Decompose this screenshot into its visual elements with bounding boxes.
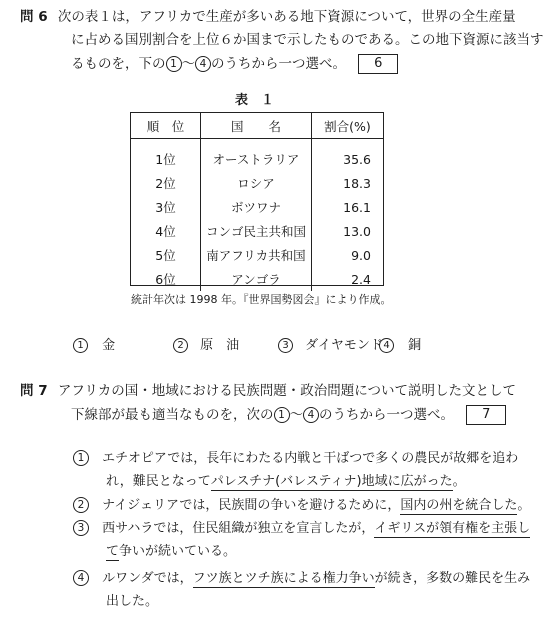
q7-text-2a: 下線部が最も適当なものを，次の: [71, 407, 274, 423]
table-cell-share: 35.6: [343, 151, 371, 167]
table-cell-share: 13.0: [343, 223, 371, 239]
table-cell-country: コンゴ民主共和国: [201, 219, 312, 243]
table-row: [131, 147, 383, 171]
q6-option-3[interactable]: [278, 334, 383, 353]
q6-line-1: [20, 8, 516, 26]
q7-text-1: アフリカの国・地域における民族問題・政治問題について説明した文として: [57, 383, 516, 399]
table-cell-share: 16.1: [343, 199, 371, 215]
choice-text: が続き，多数の難民を生み: [374, 571, 531, 586]
table-cell-rank: 1位: [131, 147, 201, 171]
table-header-country: 国 名: [201, 113, 312, 139]
q7-line-2: [71, 405, 506, 425]
underlined-text: パレスチナ(バレスティナ)地域に広がった: [210, 474, 453, 489]
underlined-text: 国内の州を統合した: [400, 498, 518, 513]
q7-choice-1-line-2: [106, 473, 466, 491]
circle-num-2: 2: [73, 497, 89, 513]
table-cell-country: ボツワナ: [201, 195, 312, 219]
table-header-share: 割合(%): [312, 113, 384, 139]
q6-option-4[interactable]: [379, 334, 421, 353]
circle-num-1: 1: [73, 450, 89, 466]
q7-number: 問 7: [20, 383, 48, 399]
choice-text: 。: [517, 498, 531, 513]
table-cell-rank: 4位: [131, 219, 201, 243]
circle-num-1: 1: [73, 338, 88, 353]
table-header-row: [131, 113, 383, 139]
choice-text: エチオピアでは，長年にわたる内戦と干ばつで多くの農民が故郷を追わ: [102, 451, 519, 466]
tilde: ～: [181, 56, 195, 72]
q7-choice-3-line-2: [106, 543, 236, 561]
q6-line-3: [71, 54, 398, 74]
option-text: 原 油: [200, 338, 240, 353]
table-cell-country: 南アフリカ共和国: [201, 243, 312, 267]
q7-answer-box[interactable]: 7: [466, 405, 506, 425]
q6-text-1: 次の表１は，アフリカで生産が多いある地下資源について，世界の全生産量: [57, 9, 516, 25]
table-row: [131, 267, 383, 291]
circle-num-4: 4: [73, 570, 89, 586]
table-row: [131, 243, 383, 267]
underlined-text: イギリスが領有権を主張し: [374, 521, 531, 536]
table-header-rank: 順 位: [131, 113, 201, 139]
q6-line-2: に占める国別割合を上位６か国まで示したものである。この地下資源に該当す: [71, 32, 544, 48]
option-text: 金: [102, 338, 116, 353]
q7-choice-4-line-2: 出した。: [106, 594, 159, 609]
resource-table: [131, 113, 383, 291]
table-cell-rank: 5位: [131, 243, 201, 267]
q7-line-1: [20, 382, 516, 400]
q6-number: 問 6: [20, 9, 48, 25]
q7-choice-4[interactable]: [73, 570, 530, 588]
source-note: 統計年次は 1998 年。『世界国勢図会』により作成。: [131, 293, 392, 306]
circle-num-3: 3: [278, 338, 293, 353]
circle-num-4: 4: [195, 56, 211, 72]
q6-option-1[interactable]: [73, 334, 115, 353]
q7-choice-2[interactable]: [73, 497, 530, 515]
table-cell-rank: 3位: [131, 195, 201, 219]
underlined-text: て: [106, 544, 120, 559]
choice-text: 。: [452, 474, 466, 489]
circle-num-2: 2: [173, 338, 188, 353]
table-row: [131, 219, 383, 243]
table-row: [131, 171, 383, 195]
table-cell-share: 9.0: [351, 247, 371, 263]
table-title: 表 １: [235, 93, 275, 108]
table-cell-rank: 6位: [131, 267, 201, 291]
tilde: ～: [289, 407, 303, 423]
q6-option-2[interactable]: [173, 334, 239, 353]
q6-answer-box[interactable]: 6: [358, 54, 398, 74]
option-text: ダイヤモンド: [305, 338, 383, 353]
underlined-text: フツ族とツチ族による権力争い: [192, 571, 375, 586]
option-text: 銅: [408, 338, 422, 353]
q7-text-2b: のうちから一つ選べ。: [319, 407, 454, 423]
table-row: [131, 195, 383, 219]
q6-text-3a: るものを，下の: [71, 56, 166, 72]
table-cell-country: オーストラリア: [201, 147, 312, 171]
circle-num-1: 1: [166, 56, 182, 72]
circle-num-1: 1: [274, 407, 290, 423]
q7-choice-1[interactable]: [73, 450, 518, 468]
table-cell-country: ロシア: [201, 171, 312, 195]
table-cell-share: 2.4: [351, 271, 371, 287]
choice-text: ルワンダでは，: [102, 571, 193, 586]
table-cell-rank: 2位: [131, 171, 201, 195]
q7-choice-3[interactable]: [73, 520, 530, 538]
table-cell-country: アンゴラ: [201, 267, 312, 291]
choice-text: 争いが続いている。: [119, 544, 237, 559]
q6-text-3b: のうちから一つ選べ。: [211, 56, 346, 72]
choice-text: ナイジェリアでは，民族間の争いを避けるために，: [102, 498, 401, 513]
choice-text: 西サハラでは，住民組織が独立を宣言したが，: [102, 521, 375, 536]
table-cell-share: 18.3: [343, 175, 371, 191]
circle-num-4: 4: [379, 338, 394, 353]
circle-num-3: 3: [73, 520, 89, 536]
circle-num-4: 4: [303, 407, 319, 423]
choice-text: れ，難民となって: [106, 474, 211, 489]
